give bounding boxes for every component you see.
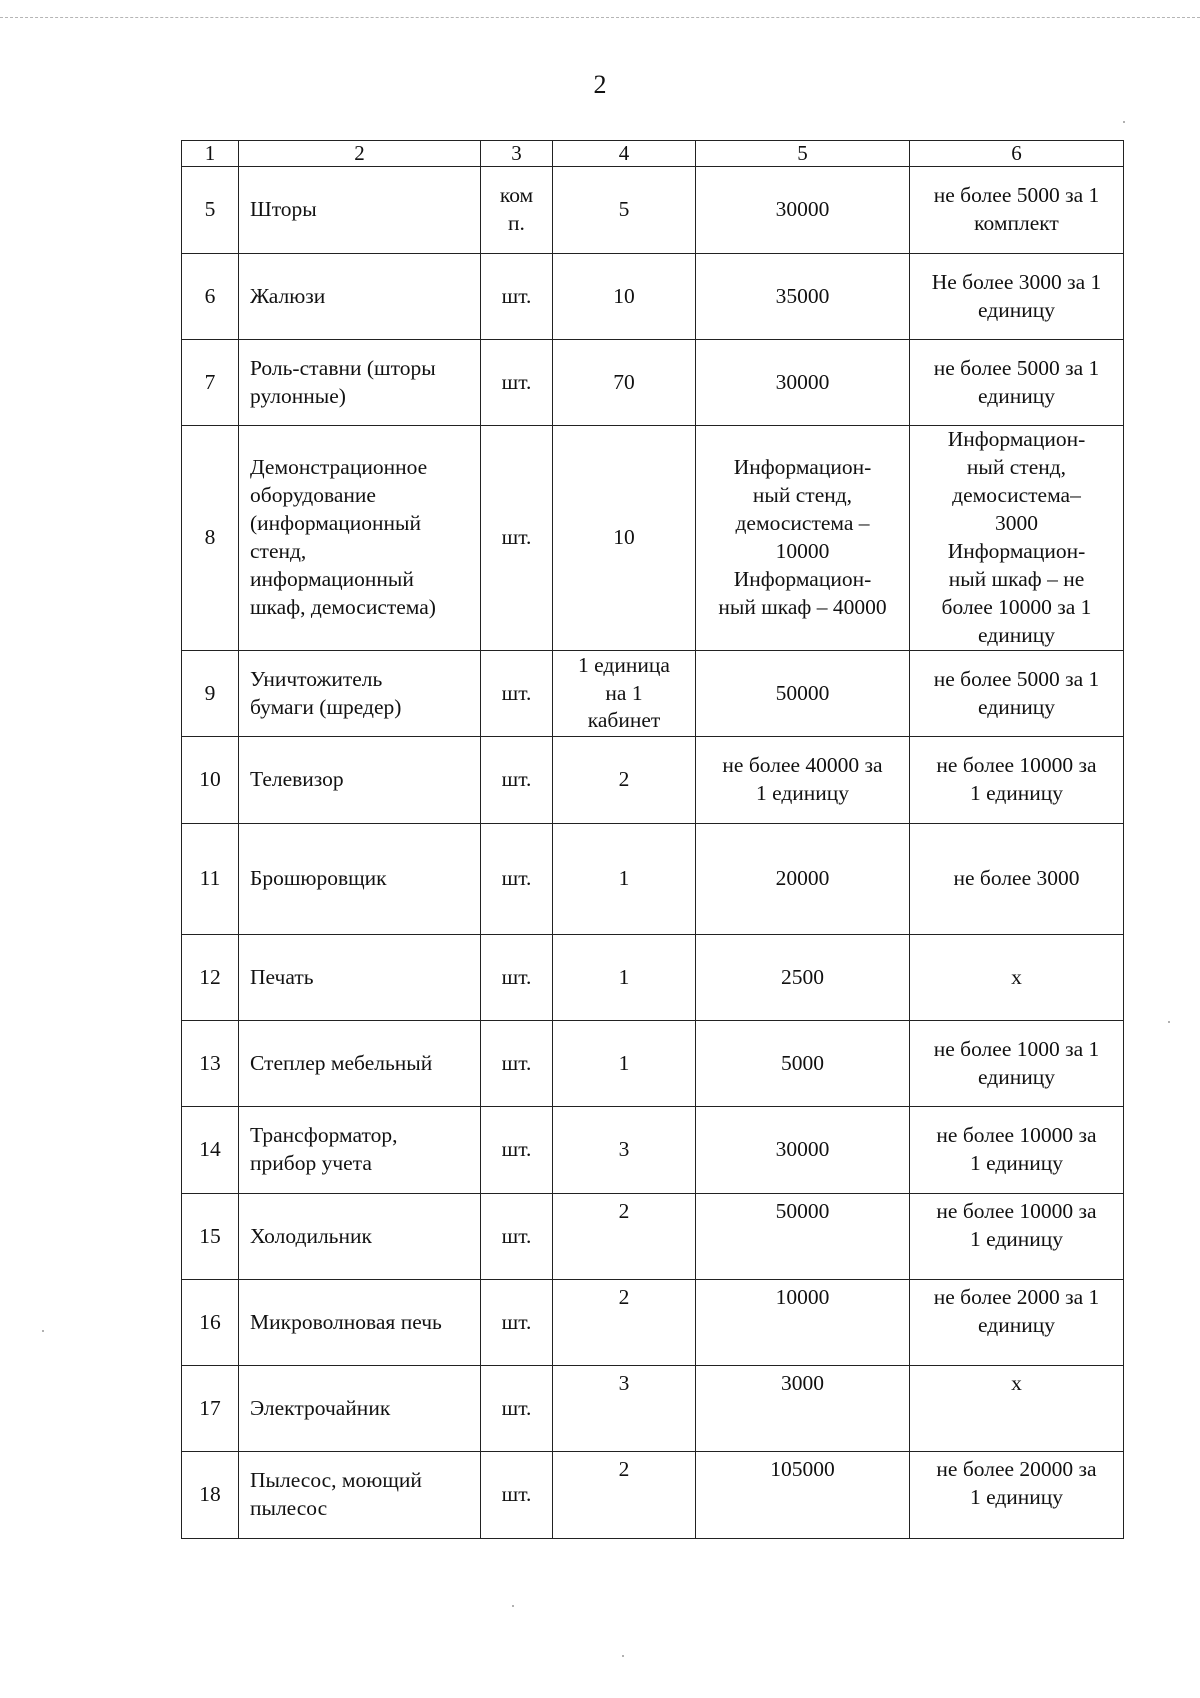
limit: не более 1000 за 1 единицу [910, 1021, 1124, 1107]
table-row [182, 1021, 1124, 1107]
limit: Не более 3000 за 1 единицу [910, 254, 1124, 340]
item-name: Электрочайник [239, 1366, 481, 1452]
price: 50000 [696, 651, 910, 737]
table-row [182, 824, 1124, 935]
price: 35000 [696, 254, 910, 340]
limit: не более 3000 [910, 824, 1124, 935]
quantity: 3 [553, 1366, 696, 1452]
item-name: Холодильник [239, 1194, 481, 1280]
limit: не более 5000 за 1 комплект [910, 167, 1124, 254]
unit: шт. [481, 935, 553, 1021]
limit: не более 10000 за 1 единицу [910, 1107, 1124, 1194]
row-number: 13 [182, 1021, 239, 1107]
price: 3000 [696, 1366, 910, 1452]
unit: шт. [481, 1194, 553, 1280]
limit: не более 2000 за 1 единицу [910, 1280, 1124, 1366]
price: 5000 [696, 1021, 910, 1107]
column-number: 4 [553, 141, 696, 167]
price: 105000 [696, 1452, 910, 1539]
item-name: Пылесос, моющий пылесос [239, 1452, 481, 1539]
price: 50000 [696, 1194, 910, 1280]
column-number: 5 [696, 141, 910, 167]
limit: не более 20000 за 1 единицу [910, 1452, 1124, 1539]
item-name: Брошюровщик [239, 824, 481, 935]
column-number: 6 [910, 141, 1124, 167]
table-row [182, 1366, 1124, 1452]
item-name: Уничтожитель бумаги (шредер) [239, 651, 481, 737]
row-number: 6 [182, 254, 239, 340]
price: 20000 [696, 824, 910, 935]
quantity: 1 [553, 824, 696, 935]
item-name: Роль-ставни (шторы рулонные) [239, 340, 481, 426]
unit: шт. [481, 824, 553, 935]
row-number: 10 [182, 737, 239, 824]
quantity: 5 [553, 167, 696, 254]
column-number: 1 [182, 141, 239, 167]
limit: Информацион- ный стенд, демосистема– 3000 Информацион- ный шкаф – не более 10000 за 1 единицу [910, 426, 1124, 651]
row-number: 16 [182, 1280, 239, 1366]
quantity: 1 [553, 1021, 696, 1107]
quantity: 2 [553, 1452, 696, 1539]
quantity: 1 [553, 935, 696, 1021]
scan-edge-line [0, 17, 1200, 18]
price: Информацион- ный стенд, демосистема – 10000 Информацион- ный шкаф – 40000 [696, 426, 910, 651]
limit: не более 5000 за 1 единицу [910, 340, 1124, 426]
row-number: 8 [182, 426, 239, 651]
limit: х [910, 935, 1124, 1021]
scan-speck [42, 1330, 44, 1332]
item-name: Трансформатор, прибор учета [239, 1107, 481, 1194]
quantity: 10 [553, 254, 696, 340]
price: 30000 [696, 340, 910, 426]
table-row [182, 1107, 1124, 1194]
table-row [182, 254, 1124, 340]
row-number: 7 [182, 340, 239, 426]
limit: не более 5000 за 1 единицу [910, 651, 1124, 737]
quantity: 1 единица на 1 кабинет [553, 651, 696, 737]
quantity: 3 [553, 1107, 696, 1194]
price: 30000 [696, 167, 910, 254]
item-name: Жалюзи [239, 254, 481, 340]
quantity: 70 [553, 340, 696, 426]
quantity: 2 [553, 737, 696, 824]
table-row [182, 935, 1124, 1021]
row-number: 15 [182, 1194, 239, 1280]
unit: шт. [481, 254, 553, 340]
row-number: 9 [182, 651, 239, 737]
unit: шт. [481, 651, 553, 737]
column-number: 2 [239, 141, 481, 167]
quantity: 2 [553, 1280, 696, 1366]
unit: ком п. [481, 167, 553, 254]
unit: шт. [481, 1366, 553, 1452]
item-name: Шторы [239, 167, 481, 254]
row-number: 12 [182, 935, 239, 1021]
scan-speck [622, 1655, 624, 1657]
item-name: Телевизор [239, 737, 481, 824]
limit: не более 10000 за 1 единицу [910, 1194, 1124, 1280]
table-row [182, 1194, 1124, 1280]
unit: шт. [481, 737, 553, 824]
row-number: 11 [182, 824, 239, 935]
table-row [182, 167, 1124, 254]
column-number-row [182, 141, 1124, 167]
page-number: 2 [593, 70, 607, 99]
limit: не более 10000 за 1 единицу [910, 737, 1124, 824]
item-name: Степлер мебельный [239, 1021, 481, 1107]
unit: шт. [481, 426, 553, 651]
unit: шт. [481, 1021, 553, 1107]
item-name: Демонстрационное оборудование (информационный стенд, информационный шкаф, демосистема) [239, 426, 481, 651]
scan-speck [1168, 1021, 1170, 1023]
price: 10000 [696, 1280, 910, 1366]
table-row [182, 737, 1124, 824]
unit: шт. [481, 1452, 553, 1539]
unit: шт. [481, 340, 553, 426]
scan-speck [512, 1605, 514, 1607]
table-row [182, 1452, 1124, 1539]
unit: шт. [481, 1280, 553, 1366]
row-number: 5 [182, 167, 239, 254]
unit: шт. [481, 1107, 553, 1194]
quantity: 10 [553, 426, 696, 651]
scan-speck [1123, 121, 1125, 123]
price: 30000 [696, 1107, 910, 1194]
row-number: 18 [182, 1452, 239, 1539]
limit: х [910, 1366, 1124, 1452]
quantity: 2 [553, 1194, 696, 1280]
item-name: Печать [239, 935, 481, 1021]
item-name: Микроволновая печь [239, 1280, 481, 1366]
items-table [181, 140, 1124, 1539]
row-number: 17 [182, 1366, 239, 1452]
price: не более 40000 за 1 единицу [696, 737, 910, 824]
table-row [182, 1280, 1124, 1366]
table-row [182, 340, 1124, 426]
row-number: 14 [182, 1107, 239, 1194]
column-number: 3 [481, 141, 553, 167]
table-row [182, 426, 1124, 651]
table-row [182, 651, 1124, 737]
price: 2500 [696, 935, 910, 1021]
